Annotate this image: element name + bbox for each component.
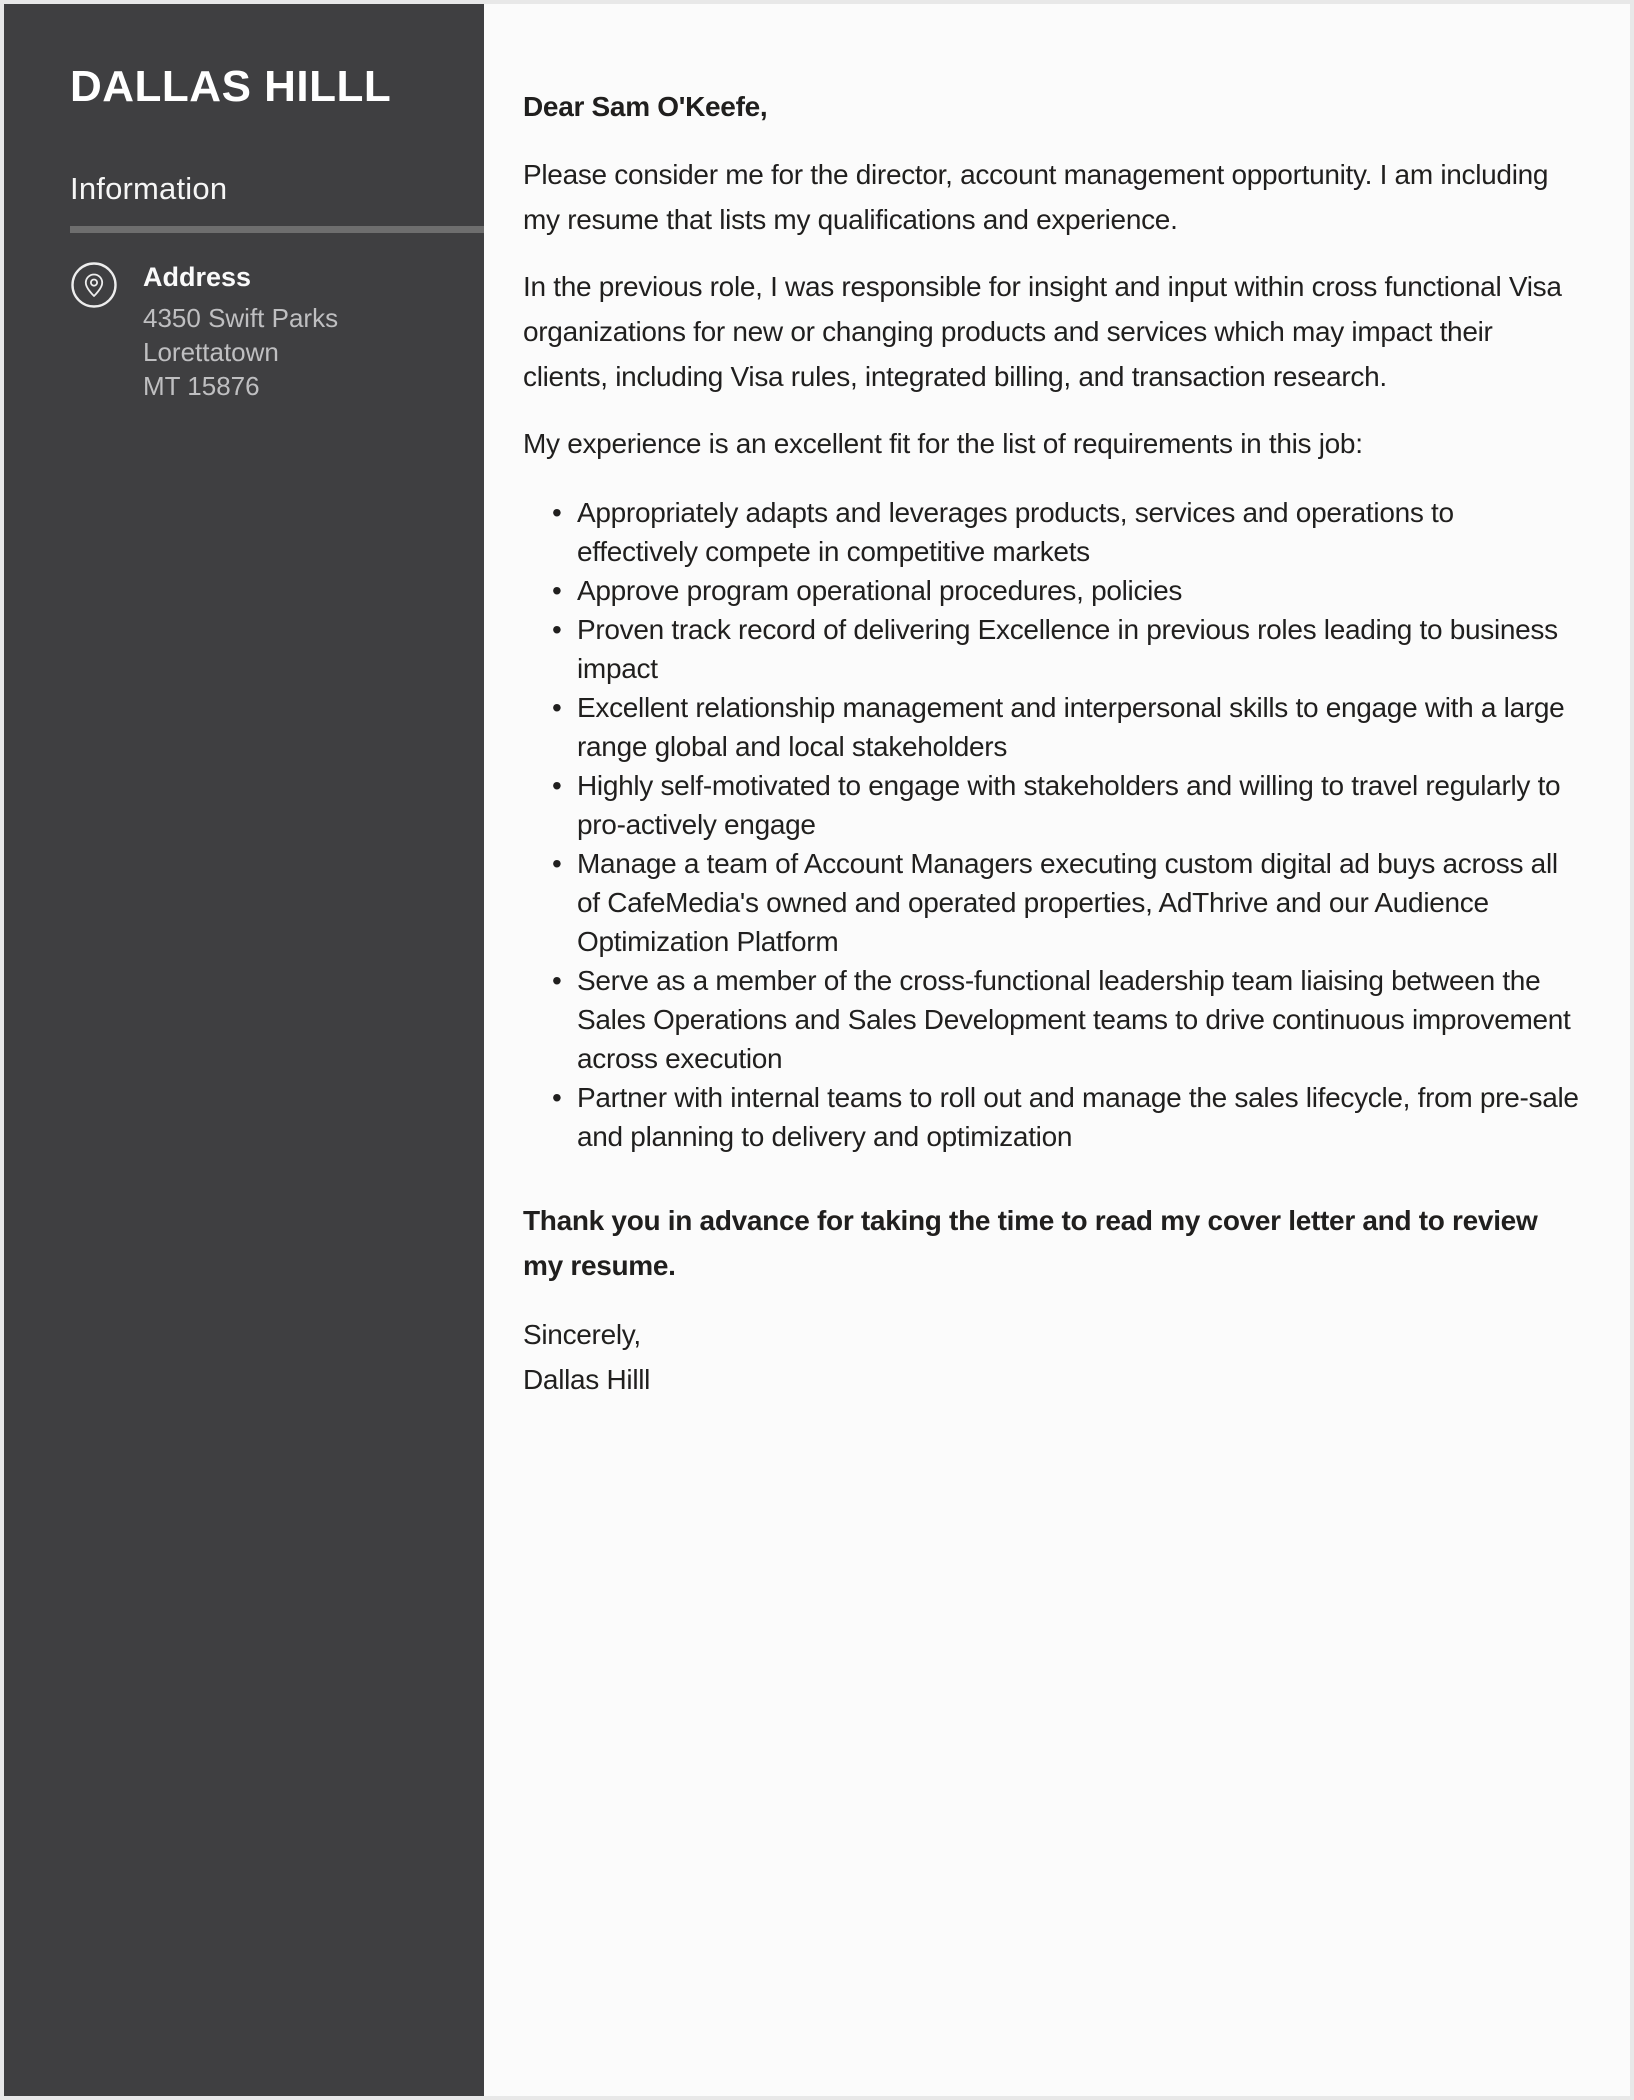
salutation: Dear Sam O'Keefe, [523,91,768,122]
letter-content [523,84,1580,1402]
list-item: • Highly self-motivated to engage with stakeholders and willing to travel regularly to pro-actively engage [523,766,1580,844]
address-city: Lorettatown [143,336,279,367]
address-block [70,259,484,403]
list-item: • Approve program operational procedures, policies [523,571,1580,610]
list-item: • Excellent relationship management and interpersonal skills to engage with a large range global and local stakeholders [523,688,1580,766]
requirements-list [523,493,1580,1156]
closing-thanks: Thank you in advance for taking the time to read my cover letter and to review my resume. [523,1205,1538,1281]
signoff-block [523,1312,1580,1402]
list-item: • Manage a team of Account Managers executing custom digital ad buys across all of CafeMedia's owned and operated properties, AdThrive and our Audience Optimization Platform [523,844,1580,961]
letter-body [484,4,1630,2096]
paragraph-intro: Please consider me for the director, account management opportunity. I am including my resume that lists my qualifications and experience. [523,159,1549,235]
location-pin-icon [70,261,118,309]
paragraph-previous-role: In the previous role, I was responsible for insight and input within cross functional Visa organizations for new or changing products and services which may impact their clients, including Visa rules, integrated billing, and transaction research. [523,271,1562,392]
signature-name: Dallas Hilll [523,1364,651,1395]
list-item: • Serve as a member of the cross-functional leadership team liaising between the Sales Operations and Sales Development teams to drive continuous improvement across execution [523,961,1580,1078]
candidate-name: DALLAS HILLL [70,62,392,111]
sidebar [4,4,484,2096]
address-label: Address [143,261,252,292]
information-heading: Information [70,170,228,206]
list-item: • Proven track record of delivering Excellence in previous roles leading to business impact [523,610,1580,688]
list-item: • Partner with internal teams to roll out and manage the sales lifecycle, from pre-sale and planning to delivery and optimization [523,1078,1580,1156]
address-text [143,259,338,403]
address-state-zip: MT 15876 [143,370,260,401]
cover-letter-page [4,4,1630,2096]
signoff: Sincerely, [523,1319,641,1350]
address-street: 4350 Swift Parks [143,302,339,333]
section-divider [70,226,484,233]
paragraph-experience-lead: My experience is an excellent fit for the list of requirements in this job: [523,428,1363,459]
list-item: • Appropriately adapts and leverages products, services and operations to effectively compete in competitive markets [523,493,1580,571]
